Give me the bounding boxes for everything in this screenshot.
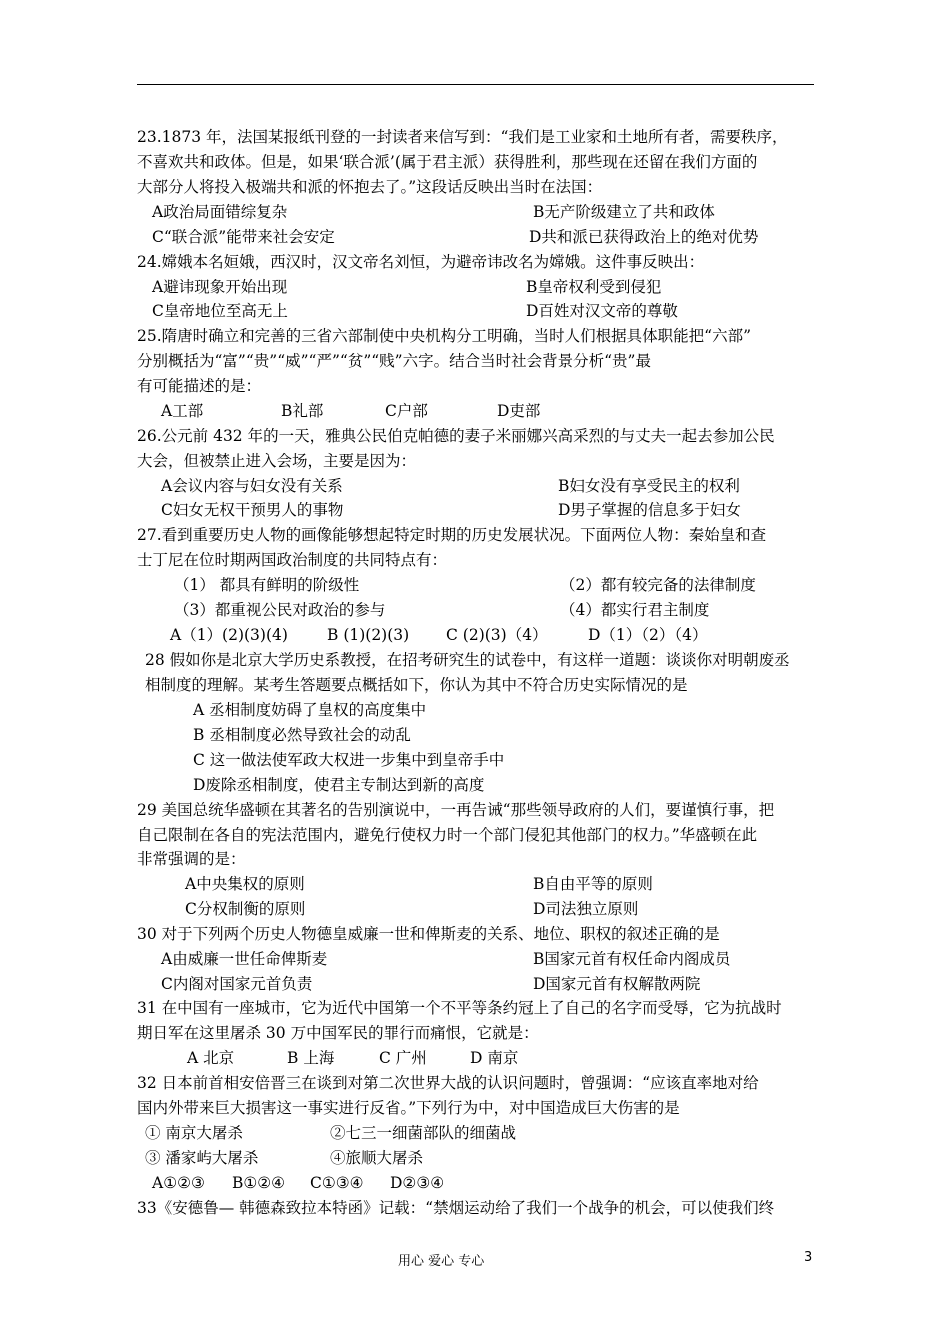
q24-option-d: D百姓对汉文帝的尊敬 <box>526 302 678 320</box>
header-rule <box>137 84 814 85</box>
q25-stem-line-2: 分别概括为“富”“贵”“威”“严”“贫”“贱”六字。结合当时社会背景分析“贵”最 <box>137 352 651 370</box>
q23-option-a: A政治局面错综复杂 <box>152 203 288 221</box>
q26-option-d: D男子掌握的信息多于妇女 <box>558 501 741 519</box>
q32-stem-line-1: 32 日本前首相安倍晋三在谈到对第二次世界大战的认识问题时，曾强调：“应该直率地对给 <box>137 1074 759 1092</box>
q24-option-b: B皇帝权利受到侵犯 <box>526 278 662 296</box>
q26-stem-line-1: 26.公元前 432 年的一天，雅典公民伯克帕德的妻子米丽娜兴高采烈的与丈夫一起去参加公民 <box>137 427 775 445</box>
q31-option-d: D 南京 <box>470 1049 519 1067</box>
q26-option-a: A会议内容与妇女没有关系 <box>161 477 343 495</box>
q29-option-a: A中央集权的原则 <box>185 875 305 893</box>
q26-option-c: C妇女无权干预男人的事物 <box>161 501 344 519</box>
q27-item-3: （3）都重视公民对政治的参与 <box>174 601 386 619</box>
q32-stem-line-2: 国内外带来巨大损害这一事实进行反省。”下列行为中，对中国造成巨大伤害的是 <box>137 1099 680 1117</box>
q27-option-b: B (1)(2)(3) <box>327 626 410 644</box>
q31-stem-line-1: 31 在中国有一座城市，它为近代中国第一个不平等条约冠上了自己的名字而受辱，它为抗战时 <box>137 999 782 1017</box>
q23-option-c: C“联合派”能带来社会安定 <box>152 228 335 246</box>
q31-stem-line-2: 期日军在这里屠杀 30 万中国军民的罪行而痛恨，它就是： <box>137 1024 539 1042</box>
q28-stem-line-2: 相制度的理解。某考生答题要点概括如下，你认为其中不符合历史实际情况的是 <box>145 676 688 694</box>
q32-option-a: A①②③ <box>152 1174 205 1192</box>
q28-stem-line-1: 28 假如你是北京大学历史系教授，在招考研究生的试卷中，有这样一道题：谈谈你对明朝废丞 <box>145 651 790 669</box>
q29-stem-line-2: 自己限制在各自的宪法范围内，避免行使权力时一个部门侵犯其他部门的权力。”华盛顿在此 <box>137 826 758 844</box>
q27-option-d: D（1）（2）（4） <box>588 626 708 644</box>
q31-option-b: B 上海 <box>287 1049 335 1067</box>
q25-stem-line-3: 有可能描述的是： <box>137 377 262 395</box>
q27-item-1: （1） 都具有鲜明的阶级性 <box>174 576 360 594</box>
q30-option-c: C内阁对国家元首负责 <box>161 975 313 993</box>
q28-option-b: B 丞相制度必然导致社会的动乱 <box>193 726 411 744</box>
page-footer: 用心 爱心 专心 <box>398 1254 485 1269</box>
q24-stem: 24.嫦娥本名姮娥，西汉时，汉文帝名刘恒，为避帝讳改名为嫦娥。这件事反映出： <box>137 253 705 271</box>
q28-option-d: D废除丞相制度，使君主专制达到新的高度 <box>193 776 485 794</box>
q30-stem: 30 对于下列两个历史人物德皇威廉一世和俾斯麦的关系、地位、职权的叙述正确的是 <box>137 925 720 943</box>
q25-stem-line-1: 25.隋唐时确立和完善的三省六部制使中央机构分工明确，当时人们根据具体职能把“六部” <box>137 327 752 345</box>
q29-option-b: B自由平等的原则 <box>533 875 653 893</box>
q28-option-a: A 丞相制度妨碍了皇权的高度集中 <box>193 701 427 719</box>
q29-stem-line-3: 非常强调的是： <box>137 850 246 868</box>
q30-option-b: B国家元首有权任命内阁成员 <box>533 950 731 968</box>
q24-option-a: A避讳现象开始出现 <box>152 278 288 296</box>
q27-item-2: （2）都有较完备的法律制度 <box>560 576 756 594</box>
q30-option-a: A由威廉一世任命俾斯麦 <box>161 950 328 968</box>
q26-stem-line-2: 大会，但被禁止进入会场，主要是因为： <box>137 452 417 470</box>
q27-stem-line-1: 27.看到重要历史人物的画像能够想起特定时期的历史发展状况。下面两位人物：秦始皇和查 <box>137 526 767 544</box>
q29-option-d: D司法独立原则 <box>533 900 639 918</box>
q25-option-c: C户部 <box>385 402 428 420</box>
q24-option-c: C皇帝地位至高无上 <box>152 302 288 320</box>
q32-item-3: ③ 潘家屿大屠杀 <box>145 1149 259 1167</box>
q29-stem-line-1: 29 美国总统华盛顿在其著名的告别演说中，一再告诫“那些领导政府的人们，要谨慎行事，把 <box>137 801 775 819</box>
q27-option-c: C (2)(3)（4） <box>446 626 548 644</box>
q25-option-d: D吏部 <box>497 402 541 420</box>
q30-option-d: D国家元首有权解散两院 <box>533 975 701 993</box>
q25-option-b: B礼部 <box>281 402 324 420</box>
q23-stem-line-3: 大部分人将投入极端共和派的怀抱去了。”这段话反映出当时在法国： <box>137 178 603 196</box>
q32-option-b: B①②④ <box>232 1174 286 1192</box>
q26-option-b: B妇女没有享受民主的权利 <box>558 477 740 495</box>
q23-stem-line-1: 23.1873 年，法国某报纸刊登的一封读者来信写到：“我们是工业家和土地所有者，需要秩序， <box>137 128 788 146</box>
q32-option-c: C①③④ <box>310 1174 364 1192</box>
q33-stem: 33《安德鲁— 韩德森致拉本特函》记载：“禁烟运动给了我们一个战争的机会，可以使我们终 <box>137 1199 775 1217</box>
q23-stem-line-2: 不喜欢共和政体。但是，如果‘联合派’(属于君主派）获得胜利，那些现在还留在我们方面的 <box>137 153 758 171</box>
q31-option-c: C 广州 <box>379 1049 427 1067</box>
q32-option-d: D②③④ <box>390 1174 445 1192</box>
q23-option-b: B无产阶级建立了共和政体 <box>533 203 715 221</box>
q31-option-a: A 北京 <box>187 1049 235 1067</box>
q27-stem-line-2: 士丁尼在位时期两国政治制度的共同特点有： <box>137 551 448 569</box>
q27-option-a: A（1）(2)(3)(4) <box>170 626 288 644</box>
q27-item-4: （4）都实行君主制度 <box>560 601 710 619</box>
q32-item-1: ① 南京大屠杀 <box>145 1124 243 1142</box>
q32-item-4: ④旅顺大屠杀 <box>330 1149 424 1167</box>
q23-option-d: D共和派已获得政治上的绝对优势 <box>529 228 759 246</box>
q29-option-c: C分权制衡的原则 <box>185 900 306 918</box>
q28-option-c: C 这一做法使军政大权进一步集中到皇帝手中 <box>193 751 505 769</box>
q32-item-2: ②七三一细菌部队的细菌战 <box>330 1124 517 1142</box>
q25-option-a: A工部 <box>161 402 204 420</box>
page-number: 3 <box>804 1250 813 1265</box>
